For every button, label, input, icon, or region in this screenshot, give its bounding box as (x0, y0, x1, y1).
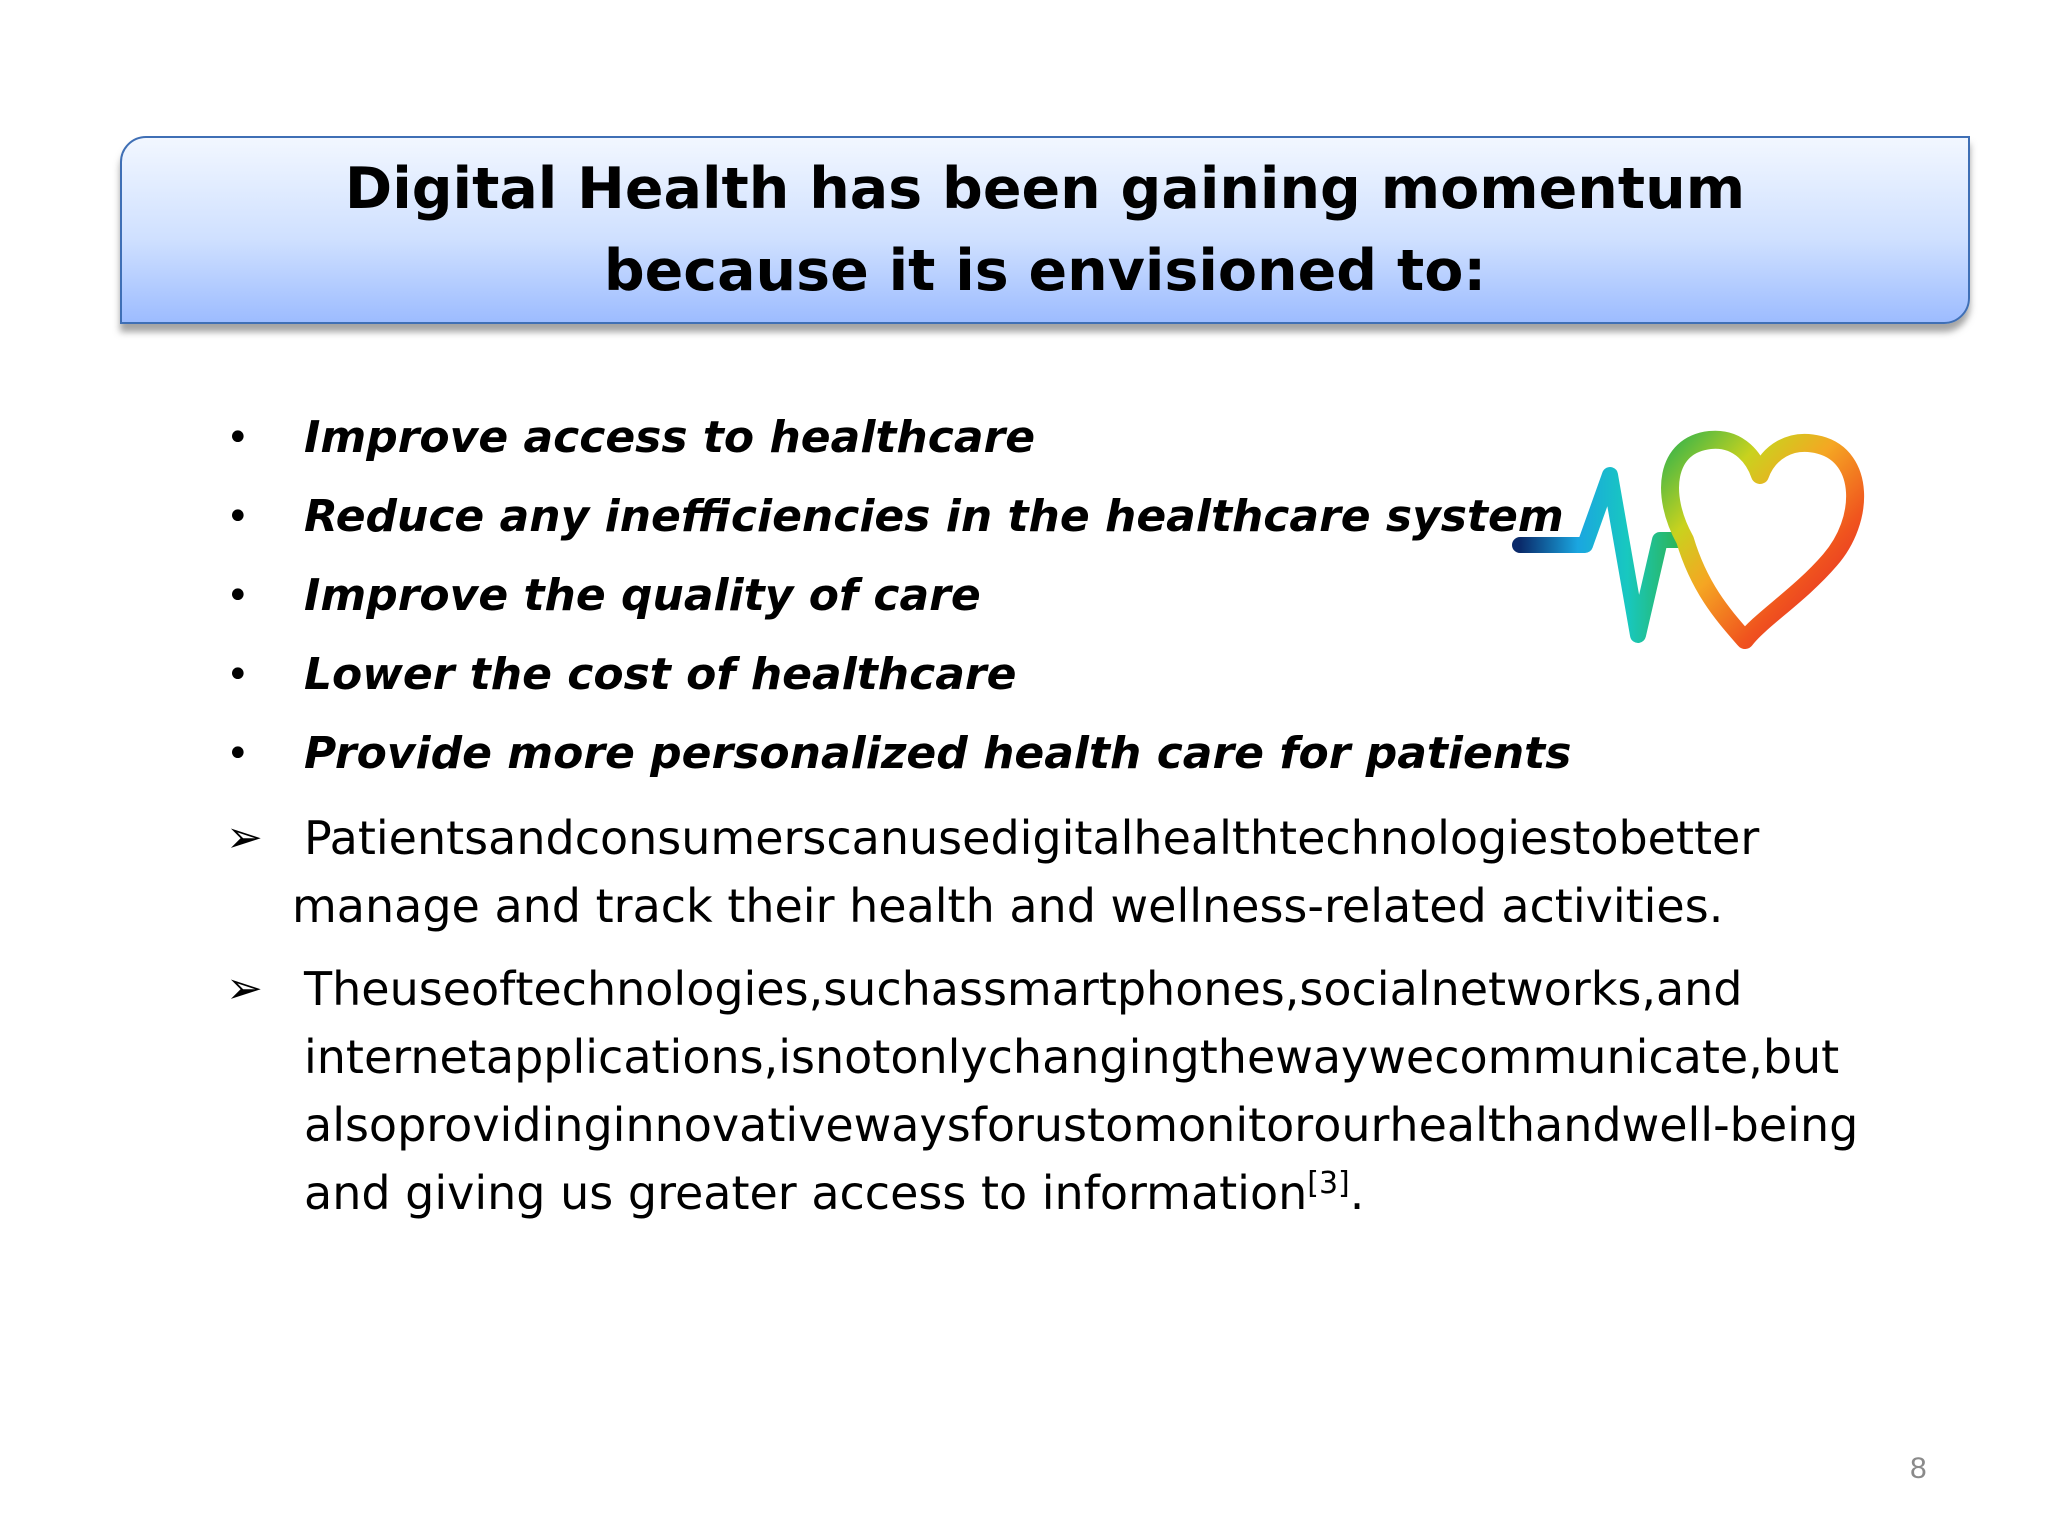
word: and (1655, 962, 1743, 1016)
justified-line (222, 1023, 2032, 1091)
bullet-dot: • (226, 731, 250, 777)
word: the (1199, 1030, 1276, 1084)
word: changing (987, 1030, 1200, 1084)
word: health (1133, 811, 1280, 865)
arrow-bullet-icon: ➢ (226, 812, 263, 863)
list-item: • Lower the cost of healthcare (222, 645, 1482, 724)
list-item: • Improve the quality of care (222, 566, 1482, 645)
word: communicate, (1434, 1030, 1763, 1084)
word: also (304, 1098, 398, 1152)
word: networks, (1430, 962, 1656, 1016)
word: and (488, 811, 575, 865)
word: such (823, 962, 931, 1016)
citation: [3] (1307, 1166, 1350, 1201)
word: our (1313, 1098, 1390, 1152)
word: not (814, 1030, 891, 1084)
bullet-dot: • (226, 573, 250, 619)
text-line: manage and track their health and wellness-related activities. (292, 879, 1724, 933)
justified-line (222, 804, 2032, 872)
word: us (1033, 1098, 1088, 1152)
word: and (1535, 1098, 1622, 1152)
word: use (389, 962, 471, 1016)
word: is (778, 1030, 815, 1084)
word: technologies (1279, 811, 1573, 865)
justified-line (222, 1091, 2032, 1159)
word: for (970, 1098, 1034, 1152)
word: digital (990, 811, 1134, 865)
bullet-dot: • (226, 494, 250, 540)
arrow-bullet-icon: ➢ (226, 963, 263, 1014)
word: internet (304, 1030, 486, 1084)
word: monitor (1133, 1098, 1314, 1152)
word: consumers (574, 811, 827, 865)
word: only (890, 1030, 988, 1084)
word: phones, (1116, 962, 1300, 1016)
slide-title: Digital Health has been gaining momentum because it is envisioned to: (344, 156, 1746, 304)
word: social (1299, 962, 1431, 1016)
title-banner (120, 136, 1970, 324)
word: as (930, 962, 983, 1016)
word: well-being (1621, 1098, 1859, 1152)
word: but (1762, 1030, 1840, 1084)
word: Patients (304, 811, 489, 865)
word: applications, (485, 1030, 779, 1084)
word: technologies, (515, 962, 824, 1016)
word: of (470, 962, 516, 1016)
list-item: • Improve access to healthcare (222, 408, 1482, 487)
word: health (1389, 1098, 1536, 1152)
word: smart (982, 962, 1117, 1016)
bullet-dot: • (226, 415, 250, 461)
word: to (1572, 811, 1619, 865)
benefit-list (222, 408, 1572, 803)
arrow-point-patients (222, 804, 2032, 940)
word: can (826, 811, 910, 865)
arrow-point-technologies (222, 955, 2032, 1227)
word: providing (397, 1098, 613, 1152)
word: way (1275, 1030, 1369, 1084)
bullet-dot: • (226, 652, 250, 698)
word: use (909, 811, 991, 865)
word: better (1618, 811, 1760, 865)
list-item: • Provide more personalized health care for patients (222, 724, 1482, 803)
text-line: and giving us greater access to information[3]. (304, 1166, 1365, 1220)
word: The (304, 962, 390, 1016)
justified-line (222, 955, 2032, 1023)
page-number: 8 (1910, 1452, 1927, 1485)
word: innovative (612, 1098, 854, 1152)
word: ways (853, 1098, 971, 1152)
word: we (1368, 1030, 1435, 1084)
word: to (1087, 1098, 1134, 1152)
list-item: • Reduce any inefficiencies in the healthcare system (222, 487, 1482, 566)
